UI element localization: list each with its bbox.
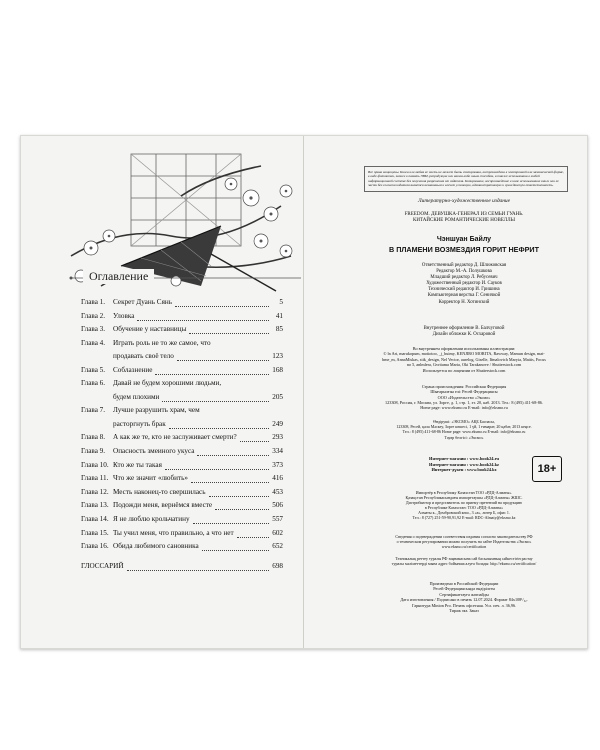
text-line: Ответственный редактор Д. Шлижовская	[421, 263, 507, 268]
toc-chapter-number: Глава 8.	[81, 433, 106, 442]
toc-chapter-title-line2: будем плохими	[113, 392, 160, 401]
toc-chapter-title: Я не люблю крольчатину	[113, 514, 190, 523]
toc-page-number: 205	[272, 392, 283, 401]
text-line: в Республике Казахстан: ТОО «РДЦ-Алматы»	[424, 505, 504, 511]
toc-glossary-title: ГЛОССАРИЙ	[81, 561, 124, 570]
toc-chapter-title-line2: расторгнуть брак	[113, 419, 166, 428]
toc-leader-dots	[191, 472, 269, 483]
toc-glossary-entry	[81, 560, 283, 574]
toc-chapter-title: Подожди меня, вернёмся вместе	[113, 501, 213, 510]
toc-chapter-title: Опасность змеиного укуса	[113, 446, 195, 455]
toc-entry	[81, 499, 283, 513]
toc-entry	[81, 310, 283, 324]
toc-chapter-title: Обида любимого сановника	[113, 542, 199, 551]
toc-entry	[81, 527, 283, 541]
toc-leader-dots	[137, 310, 269, 321]
toc-chapter-number: Глава 2.	[81, 311, 106, 320]
toc-chapter-number: Глава 5.	[81, 365, 106, 374]
toc-entry	[81, 404, 283, 431]
text-line: Младший редактор Л. Ребусевич	[430, 275, 498, 281]
author-name: Чэншуан Байлу	[436, 236, 492, 243]
toc-chapter-number: Глава 3.	[81, 325, 106, 334]
toc-page-number: 453	[272, 487, 283, 496]
tech-regulation-info	[364, 556, 564, 566]
toc-entry	[81, 337, 283, 364]
toc-leader-dots	[162, 391, 269, 402]
toc-chapter-title-line2: продавать своё тело	[113, 352, 174, 361]
toc-leader-dots	[177, 350, 269, 361]
toc-entry	[81, 513, 283, 527]
toc-chapter-title: Лучше разрушить храм, чем	[113, 406, 200, 415]
toc-leader-dots	[209, 486, 269, 497]
text-line: Во внутреннем оформлении использованы иллюстрации:	[412, 346, 516, 351]
toc-leader-dots	[193, 513, 269, 524]
text-line: Тел.: 8 (727) 251-59-90,91,92 E-mail: RDC-Almaty@eksmo.kz	[412, 515, 516, 521]
text-line: туралы мәліметтерді мына адрес бойынша алуға болады: http://eksmo.ru/certification/	[391, 561, 537, 567]
right-page	[304, 136, 587, 648]
text-line: Компьютерная верстка Г. Сеничкой	[427, 293, 501, 299]
toc-chapter-number: Глава 12.	[81, 487, 109, 496]
toc-leader-dots	[202, 540, 269, 551]
text-line: www.eksmo.ru/certification	[441, 544, 487, 550]
toc-chapter-title: Соблазнение	[113, 365, 153, 374]
toc-chapter-title: Что же значит «любить»	[113, 474, 189, 483]
toc-page-number: 698	[272, 561, 283, 570]
text-line: Сертификаттауға жатпайды	[439, 591, 489, 597]
text-line: Техникалық реттеу туралы РФ заңнамасына сай басылымның сәйкестігін растау	[395, 556, 533, 561]
toc-chapter-title: Ты учил меня, что правильно, а что нет	[113, 528, 234, 537]
text-line: bme_m, AnnaMiskas, stik_design, Nel Vector, aurelog, Giselle, Ifmalovich Maryia, Mattis, Focus	[382, 356, 546, 362]
text-line: Гарнитура Minion Pro. Печать офсетная. Усл. печ. л. 36,96.	[411, 602, 517, 608]
toc-page-number: 293	[272, 433, 283, 442]
toc-entry	[81, 472, 283, 486]
text-line: Қазақстан Республикасындағы импорттаушы «РДЦ-Алматы» ЖШС.	[405, 495, 523, 501]
toc-chapter-number: Глава 6.	[81, 379, 106, 388]
text-line: Интернет-магазин : www.book24.ru	[429, 456, 499, 461]
text-line: Художественный редактор И. Сауков	[426, 281, 502, 287]
table-of-contents	[81, 296, 283, 573]
text-line: Алматы к., Домбровский көш., 3 «а», литер Б, офис 1.	[418, 510, 510, 516]
series-title: FREEDOM. ДЕВУШКА-ГЕНЕРАЛ ИЗ СЕМЬИ ГУАНЬ. КИТАЙСКИЕ РОМАНТИЧЕСКИЕ НОВЕЛЛЫ	[404, 212, 524, 224]
copyright-notice: Все права защищены. Книга или любая ее часть не может быть скопирована, воспроизведена в электронной или механической форме, в виде фотокопии, записи в память ЭВМ, репродукции или каким-либо иным способом, а также использована в любой информационной системе без получения разрешения от издателя. Копирование, воспроизведение и иное использование книги или ее части без согласия издателя является незаконным и влечет уголовную, административную и гражданскую ответственность.	[364, 166, 568, 192]
toc-leader-dots	[169, 418, 269, 429]
text-line: Редактор М.-А. Полушкова	[436, 269, 492, 275]
toc-page-number: 85	[275, 325, 283, 334]
toc-chapter-title: Кто же ты такая	[113, 460, 162, 469]
text-line: Тауар белгісі: «Эксмо»	[444, 434, 484, 440]
toc-chapter-title: Давай не будем хорошими людьми,	[113, 379, 222, 388]
illustration-credits	[364, 346, 564, 373]
text-line: Произведено в Российской Федерации	[429, 581, 499, 586]
left-page	[21, 136, 303, 648]
toc-chapter-number: Глава 4.	[81, 338, 106, 347]
toc-page-number: 416	[272, 474, 283, 483]
text-line: no 5, anlmlera, Gvritama Maria, Oki Tarakanove / Shutterstock.com	[406, 362, 522, 368]
toc-page-number: 41	[275, 311, 283, 320]
book-spread	[20, 135, 588, 649]
text-line: Ресей Федерациясында өндірілген	[433, 586, 495, 592]
toc-leader-dots	[197, 445, 269, 456]
toc-page-number: 602	[272, 528, 283, 537]
book-title: В ПЛАМЕНИ ВОЗМЕЗДИЯ ГОРИТ НЕФРИТ	[389, 245, 539, 254]
text-line: © ln Art, marukopum, motiotoo, _j_buimy, KENJIRO MORITA, Rawway, Mamun design, mat-	[383, 351, 545, 357]
text-line: Интернет-магазин : www.book24.kz	[429, 461, 499, 467]
toc-leader-dots	[155, 364, 269, 375]
text-line: Өндіруші: «ЭКСМО» АҚБ Баспасы,	[433, 419, 495, 424]
text-line: Тел.: 8 (495) 411-68-86 Home page: www.eksmo.ru E-mail: info@eksmo.ru	[402, 429, 526, 435]
text-line: Интернет-дүкен : www.book24.kz	[431, 467, 497, 473]
toc-entry	[81, 323, 283, 337]
toc-leader-dots	[175, 296, 269, 307]
toc-chapter-number: Глава 10.	[81, 460, 109, 469]
editorial-credits	[364, 263, 564, 306]
toc-leader-dots	[127, 560, 269, 571]
publisher-info-kz	[364, 419, 564, 440]
certification-info	[364, 534, 564, 549]
toc-page-number: 373	[272, 460, 283, 469]
toc-chapter-number: Глава 16.	[81, 542, 109, 551]
toc-entry	[81, 445, 283, 459]
publisher-info	[364, 384, 564, 410]
toc-entry	[81, 377, 283, 404]
text-line: Сведения о подтверждении соответствия издания согласно законодательству РФ	[395, 534, 533, 539]
toc-chapter-title: Секрет Дуань Сянь	[113, 298, 173, 306]
toc-page-number: 249	[272, 419, 283, 428]
toc-page-number: 168	[272, 365, 283, 374]
toc-entry	[81, 540, 283, 554]
toc-chapter-title: А как же те, кто не заслуживает смерти?	[113, 433, 237, 442]
toc-entry	[81, 486, 283, 500]
toc-entry	[81, 431, 283, 445]
toc-entry	[81, 364, 283, 378]
age-rating-badge: 18+	[532, 456, 562, 482]
text-line: ООО «Издательство «Эксмо»	[437, 394, 491, 400]
text-line: Технический редактор И. Гришина	[428, 287, 500, 293]
text-line: Home page: www.eksmo.ru E-mail: info@eksmo.ru	[420, 405, 508, 411]
toc-chapter-title: Обучение у наставницы	[113, 325, 187, 334]
toc-page-number: 652	[272, 542, 283, 551]
toc-leader-dots	[165, 459, 269, 470]
toc-leader-dots	[240, 431, 269, 442]
toc-leader-dots	[189, 323, 269, 334]
toc-chapter-title: Месть наконец-то свершилась	[113, 487, 206, 496]
toc-entry	[81, 296, 283, 310]
toc-leader-dots	[215, 499, 269, 510]
toc-chapter-number: Глава 1.	[81, 298, 106, 306]
toc-page-number: 123	[272, 352, 283, 361]
toc-chapter-number: Глава 7.	[81, 406, 106, 415]
toc-chapter-title: Уловка	[113, 311, 135, 320]
toc-page-number: 334	[272, 446, 283, 455]
text-line: 123308, Россия, г. Москва, ул. Зорге, д. 1, стр. 1, эт. 20, каб. 2013. Тел.: 8 (495) 411-68-86.	[385, 399, 543, 405]
toc-page-number: 506	[272, 501, 283, 510]
toc-chapter-number: Глава 15.	[81, 528, 109, 537]
design-credits	[364, 326, 564, 338]
toc-entry	[81, 459, 283, 473]
toc-page-number: 557	[272, 514, 283, 523]
text-line: Страна происхождения: Российская Федерация	[421, 384, 507, 389]
toc-chapter-number: Глава 9.	[81, 446, 106, 455]
toc-chapter-title: Играть роль не то же самое, что	[113, 338, 211, 347]
toc-chapter-number: Глава 14.	[81, 514, 109, 523]
text-line: о техническом регулировании можно получить на сайте Издательства «Эксмо»	[396, 539, 532, 545]
text-line: Корректор Н. Хотинский	[438, 299, 490, 305]
text-line: Дистрибьютор и представитель по приему претензий на продукцию	[405, 500, 523, 506]
text-line: Тираж экз. Заказ	[449, 608, 479, 614]
toc-leader-dots	[237, 527, 269, 538]
text-line: Дизайн обложки К. Осхаровой	[432, 332, 496, 338]
text-line: Используется по лицензии от Shutterstock.com	[422, 367, 506, 373]
text-line: Дата изготовления / Подписано в печать 12.07.2024. Формат 84x108¹/₃₂.	[400, 597, 528, 603]
toc-page-number: 5	[279, 298, 283, 306]
toc-heading: Оглавление	[83, 269, 154, 284]
text-line: Импортёр в Республику Казахстан ТОО «РДЦ-Алматы».	[415, 490, 513, 495]
toc-chapter-number: Глава 11.	[81, 474, 109, 483]
text-line: Внутреннее оформление В. Балчуговой	[423, 326, 505, 331]
edition-kind: Литературно-художественное издание	[418, 198, 510, 204]
text-line: 123308, Ресей, қала Мәскеу, Зорге көшесі, 1 үй, 1 ғимарат, 20 қабат, 2013 кеңсе.	[396, 424, 532, 430]
text-line: Шығарылған елі: Ресей Федерациясы	[430, 389, 498, 395]
importer-info	[364, 490, 564, 521]
print-info	[364, 581, 564, 613]
toc-chapter-number: Глава 13.	[81, 501, 109, 510]
